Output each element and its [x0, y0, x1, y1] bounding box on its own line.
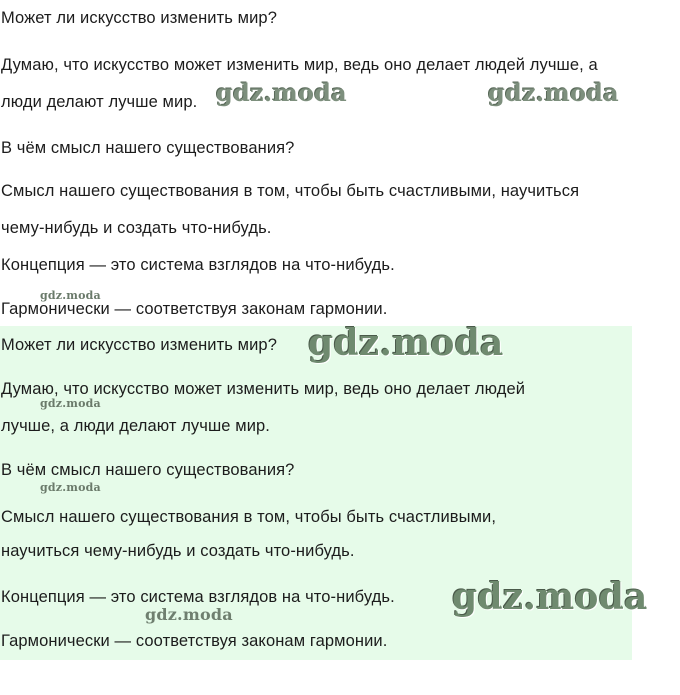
answer-text: Думаю, что искусство может изменить мир, ведь оно делает людей [1, 380, 526, 398]
watermark-logo: gdz.moda [40, 289, 101, 302]
answer-text: научиться чему-нибудь и создать что-нибудь. [1, 542, 355, 560]
watermark-logo: gdz.moda [308, 322, 504, 364]
watermark-logo: gdz.moda [216, 78, 347, 107]
answer-text: люди делают лучше мир. [1, 93, 198, 111]
answer-text: чему-нибудь и создать что-нибудь. [1, 219, 272, 237]
watermark-logo: gdz.moda [40, 481, 101, 494]
watermark-logo: gdz.moda [145, 605, 233, 624]
definition-text: Концепция — это система взглядов на что-нибудь. [1, 256, 395, 274]
definition-text: Гармонически — соответствуя законам гармонии. [1, 300, 388, 318]
answer-text: лучше, а люди делают лучше мир. [1, 417, 270, 435]
question-text: Может ли искусство изменить мир? [1, 9, 277, 27]
watermark-logo: gdz.moda [488, 78, 619, 107]
answer-text: Думаю, что искусство может изменить мир, ведь оно делает людей лучше, а [1, 56, 598, 74]
question-text: Может ли искусство изменить мир? [1, 336, 277, 354]
watermark-logo: gdz.moda [40, 397, 101, 410]
question-text: В чём смысл нашего существования? [1, 139, 295, 157]
question-text: В чём смысл нашего существования? [1, 461, 295, 479]
answer-text: Смысл нашего существования в том, чтобы быть счастливыми, научиться [1, 182, 580, 200]
definition-text: Концепция — это система взглядов на что-нибудь. [1, 588, 395, 606]
watermark-logo: gdz.moda [452, 576, 648, 618]
definition-text: Гармонически — соответствуя законам гармонии. [1, 632, 388, 650]
answer-text: Смысл нашего существования в том, чтобы быть счастливыми, [1, 508, 497, 526]
